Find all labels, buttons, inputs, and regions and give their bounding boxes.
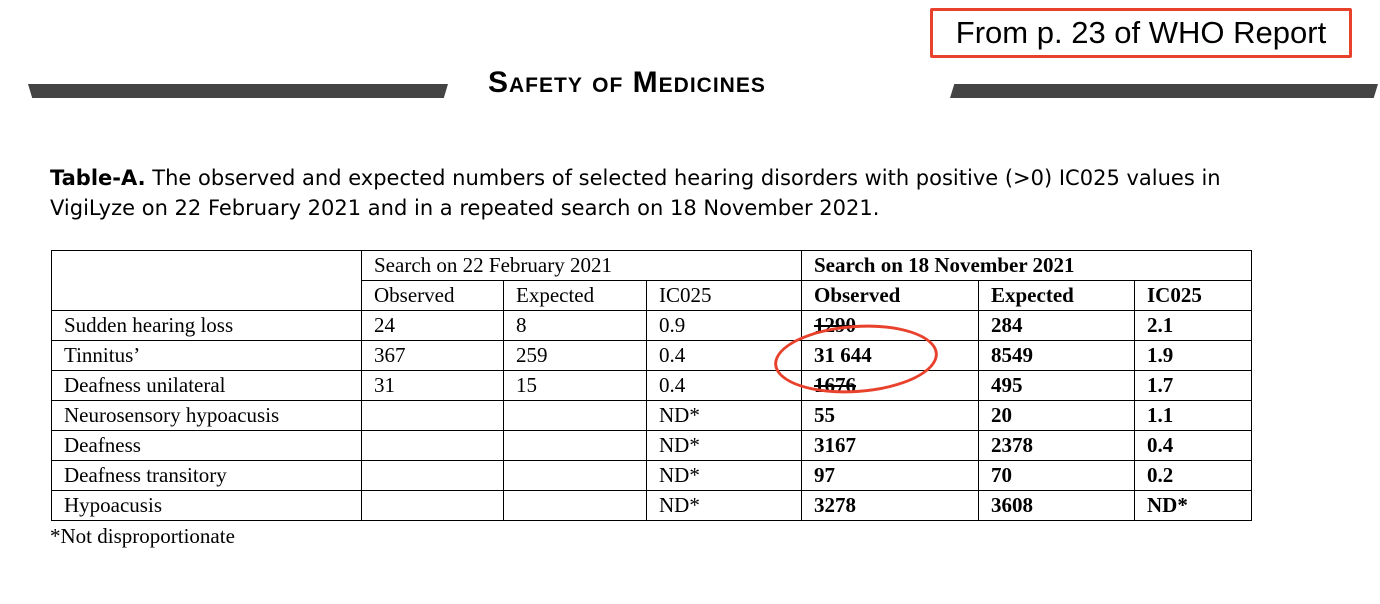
- value-cell: 20: [979, 401, 1135, 431]
- value-cell: [362, 431, 504, 461]
- value-cell: 15: [504, 371, 647, 401]
- value-cell: 259: [504, 341, 647, 371]
- subheader-ic025-nov: IC025: [1135, 281, 1252, 311]
- table-row: [52, 491, 1252, 521]
- value-cell: [362, 491, 504, 521]
- value-cell: ND*: [647, 401, 802, 431]
- value-cell: 1676: [802, 371, 979, 401]
- group-header-feb: Search on 22 February 2021: [362, 251, 802, 281]
- disorder-name-cell: Sudden hearing loss: [52, 311, 362, 341]
- table-corner-cell-lower: [52, 281, 362, 311]
- value-cell: 55: [802, 401, 979, 431]
- table-caption: [50, 163, 1250, 223]
- value-cell: [362, 461, 504, 491]
- title-rule-right: [950, 84, 1378, 98]
- table-row: [52, 371, 1252, 401]
- value-cell: 97: [802, 461, 979, 491]
- section-title: Safety of Medicines: [488, 66, 766, 99]
- value-cell: 495: [979, 371, 1135, 401]
- table-body: [52, 311, 1252, 521]
- caption-label: Table-A.: [50, 166, 146, 190]
- value-cell: 0.9: [647, 311, 802, 341]
- disorder-name-cell: Deafness: [52, 431, 362, 461]
- value-cell: 1.7: [1135, 371, 1252, 401]
- disorder-name-cell: Deafness transitory: [52, 461, 362, 491]
- subheader-observed-feb: Observed: [362, 281, 504, 311]
- disorder-name-cell: Tinnitus’: [52, 341, 362, 371]
- value-cell: ND*: [1135, 491, 1252, 521]
- hearing-disorders-table: [51, 250, 1252, 521]
- table-corner-cell: [52, 251, 362, 281]
- disorder-name-cell: Deafness unilateral: [52, 371, 362, 401]
- subheader-expected-feb: Expected: [504, 281, 647, 311]
- value-cell: 1.1: [1135, 401, 1252, 431]
- value-cell: [362, 401, 504, 431]
- value-cell: 24: [362, 311, 504, 341]
- value-cell: 0.2: [1135, 461, 1252, 491]
- table-row: [52, 311, 1252, 341]
- value-cell: 8549: [979, 341, 1135, 371]
- value-cell: 3278: [802, 491, 979, 521]
- table-row: [52, 401, 1252, 431]
- value-cell: [504, 431, 647, 461]
- value-cell: 1290: [802, 311, 979, 341]
- source-annotation-box: [930, 8, 1352, 58]
- value-cell: 367: [362, 341, 504, 371]
- value-cell: 0.4: [647, 371, 802, 401]
- value-cell: 31: [362, 371, 504, 401]
- subheader-expected-nov: Expected: [979, 281, 1135, 311]
- disorder-name-cell: Hypoacusis: [52, 491, 362, 521]
- group-header-nov: Search on 18 November 2021: [802, 251, 1252, 281]
- subheader-ic025-feb: IC025: [647, 281, 802, 311]
- value-cell: 2378: [979, 431, 1135, 461]
- value-cell: 284: [979, 311, 1135, 341]
- value-cell: 0.4: [647, 341, 802, 371]
- value-cell: 0.4: [1135, 431, 1252, 461]
- value-cell: ND*: [647, 431, 802, 461]
- value-cell: 1.9: [1135, 341, 1252, 371]
- value-cell: [504, 491, 647, 521]
- table-row: [52, 431, 1252, 461]
- value-cell: ND*: [647, 461, 802, 491]
- value-cell: 8: [504, 311, 647, 341]
- subheader-observed-nov: Observed: [802, 281, 979, 311]
- table-row: [52, 461, 1252, 491]
- title-rule-left: [28, 84, 448, 98]
- value-cell: ND*: [647, 491, 802, 521]
- table-row: [52, 341, 1252, 371]
- value-cell: 3608: [979, 491, 1135, 521]
- caption-text: The observed and expected numbers of selected hearing disorders with positive (>0) IC025 values in VigiLyze on 22 February 2021 and in a repeated search on 18 November 2021.: [50, 166, 1221, 220]
- value-cell: 3167: [802, 431, 979, 461]
- footnote: *Not disproportionate: [50, 524, 235, 548]
- value-cell: [504, 461, 647, 491]
- value-cell: [504, 401, 647, 431]
- value-cell: 2.1: [1135, 311, 1252, 341]
- value-cell: 31 644: [802, 341, 979, 371]
- disorder-name-cell: Neurosensory hypoacusis: [52, 401, 362, 431]
- value-cell: 70: [979, 461, 1135, 491]
- source-label: From p. 23 of WHO Report: [955, 15, 1327, 50]
